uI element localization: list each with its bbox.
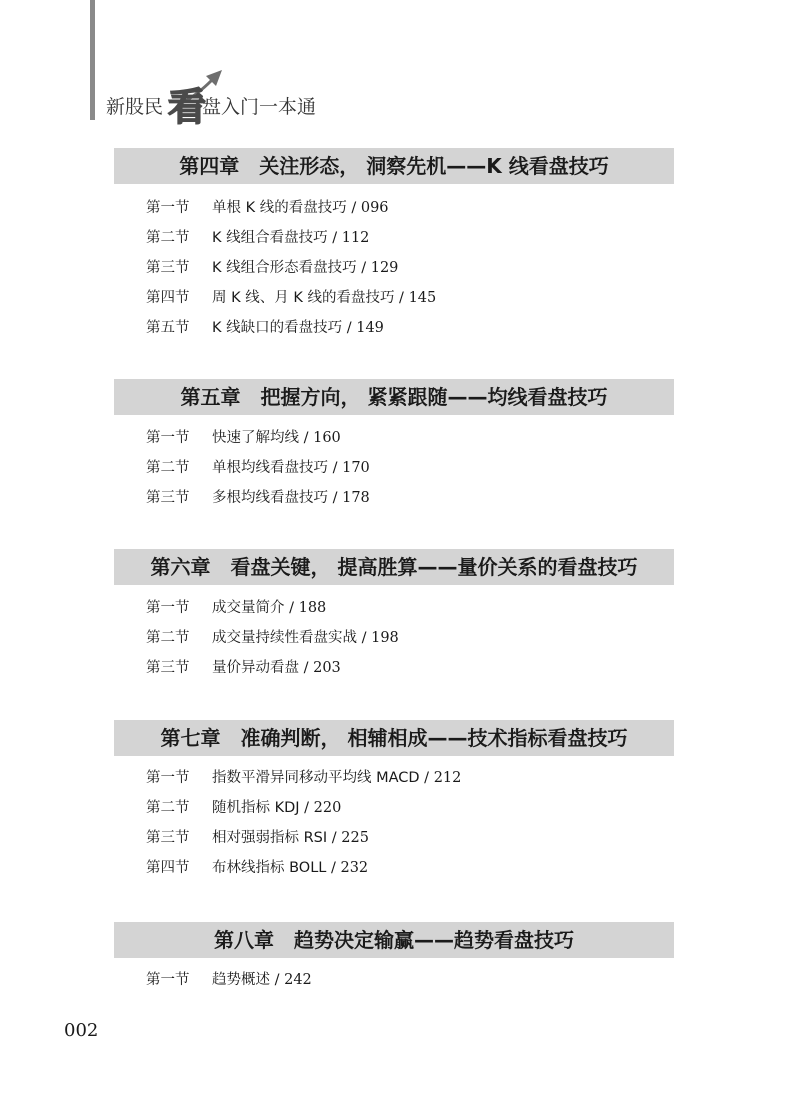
toc-entry[interactable] xyxy=(146,857,368,879)
toc-entry[interactable] xyxy=(146,427,341,449)
section-page: 203 xyxy=(313,660,341,676)
separator: / xyxy=(270,972,285,988)
section-page: 188 xyxy=(298,600,327,616)
toc-entry[interactable] xyxy=(146,657,341,679)
section-title: 单根均线看盘技巧 xyxy=(212,460,328,476)
section-title: 量价异动看盘 xyxy=(212,660,299,676)
header-title-left: 新股民 xyxy=(106,96,164,118)
section-number: 第二节 xyxy=(146,230,190,246)
section-number: 第三节 xyxy=(146,830,190,846)
section-title: 成交量持续性看盘实战 xyxy=(212,630,357,646)
section-title: 周 K 线、月 K 线的看盘技巧 xyxy=(212,290,395,306)
header-side-bar xyxy=(90,0,95,120)
separator: / xyxy=(299,800,314,816)
section-number: 第四节 xyxy=(146,290,190,306)
section-page: 112 xyxy=(341,230,370,246)
toc-entry[interactable] xyxy=(146,287,436,309)
section-title: K 线组合看盘技巧 xyxy=(212,230,328,246)
separator: / xyxy=(326,860,341,876)
chapter-heading: 第五章 把握方向， 紧紧跟随——均线看盘技巧 xyxy=(114,379,674,415)
section-number: 第二节 xyxy=(146,630,190,646)
separator: / xyxy=(299,430,314,446)
toc-entry[interactable] xyxy=(146,197,389,219)
separator: / xyxy=(328,490,343,506)
section-page: 242 xyxy=(284,972,312,988)
separator: / xyxy=(394,290,409,306)
section-page: 145 xyxy=(408,290,437,306)
section-page: 149 xyxy=(356,320,384,336)
section-title: 快速了解均线 xyxy=(212,430,299,446)
section-number: 第二节 xyxy=(146,800,190,816)
section-page: 178 xyxy=(342,490,370,506)
separator: / xyxy=(342,320,357,336)
chapter-heading: 第六章 看盘关键， 提高胜算——量价关系的看盘技巧 xyxy=(114,549,674,585)
toc-entry[interactable] xyxy=(146,257,398,279)
section-title: 指数平滑异同移动平均线 MACD xyxy=(212,770,420,786)
section-title: 布林线指标 BOLL xyxy=(212,860,327,876)
section-number: 第三节 xyxy=(146,260,190,276)
section-page: 225 xyxy=(341,830,369,846)
section-number: 第一节 xyxy=(146,200,190,216)
section-number: 第三节 xyxy=(146,490,190,506)
chapter-heading: 第四章 关注形态， 洞察先机——K 线看盘技巧 xyxy=(114,148,674,184)
separator: / xyxy=(419,770,434,786)
section-page: 129 xyxy=(370,260,399,276)
section-number: 第三节 xyxy=(146,660,190,676)
toc-entry[interactable] xyxy=(146,827,369,849)
section-page: 232 xyxy=(340,860,369,876)
section-page: 170 xyxy=(342,460,370,476)
toc-entry[interactable] xyxy=(146,227,369,249)
section-number: 第四节 xyxy=(146,860,190,876)
section-number: 第一节 xyxy=(146,972,190,988)
separator: / xyxy=(346,200,361,216)
section-page: 096 xyxy=(360,200,389,216)
section-number: 第一节 xyxy=(146,430,190,446)
section-page: 220 xyxy=(313,800,342,816)
section-number: 第一节 xyxy=(146,600,190,616)
chapter-heading: 第七章 准确判断， 相辅相成——技术指标看盘技巧 xyxy=(114,720,674,756)
separator: / xyxy=(328,460,343,476)
section-page: 212 xyxy=(433,770,462,786)
chapter-heading: 第八章 趋势决定输赢——趋势看盘技巧 xyxy=(114,922,674,958)
section-page: 160 xyxy=(313,430,341,446)
section-title: K 线组合形态看盘技巧 xyxy=(212,260,357,276)
section-title: 多根均线看盘技巧 xyxy=(212,490,328,506)
toc-entry[interactable] xyxy=(146,597,326,619)
section-number: 第五节 xyxy=(146,320,190,336)
separator: / xyxy=(327,830,342,846)
separator: / xyxy=(284,600,299,616)
section-title: 单根 K 线的看盘技巧 xyxy=(212,200,347,216)
toc-entry[interactable] xyxy=(146,487,370,509)
toc-entry[interactable] xyxy=(146,627,399,649)
header-title-right: 盘入门一本通 xyxy=(202,96,317,118)
page-number: 002 xyxy=(64,1020,99,1041)
toc-entry[interactable] xyxy=(146,969,312,991)
section-number: 第二节 xyxy=(146,460,190,476)
separator: / xyxy=(356,260,371,276)
toc-entry[interactable] xyxy=(146,797,341,819)
toc-entry[interactable] xyxy=(146,317,384,339)
section-title: 成交量简介 xyxy=(212,600,285,616)
section-number: 第一节 xyxy=(146,770,190,786)
toc-entry[interactable] xyxy=(146,457,370,479)
section-title: 随机指标 KDJ xyxy=(212,800,300,816)
section-title: 相对强弱指标 RSI xyxy=(212,830,328,846)
separator: / xyxy=(357,630,372,646)
section-title: K 线缺口的看盘技巧 xyxy=(212,320,343,336)
toc-entry[interactable] xyxy=(146,767,461,789)
section-page: 198 xyxy=(371,630,399,646)
separator: / xyxy=(299,660,314,676)
section-title: 趋势概述 xyxy=(212,972,270,988)
header-title-kan: 看 xyxy=(168,85,207,129)
separator: / xyxy=(327,230,342,246)
